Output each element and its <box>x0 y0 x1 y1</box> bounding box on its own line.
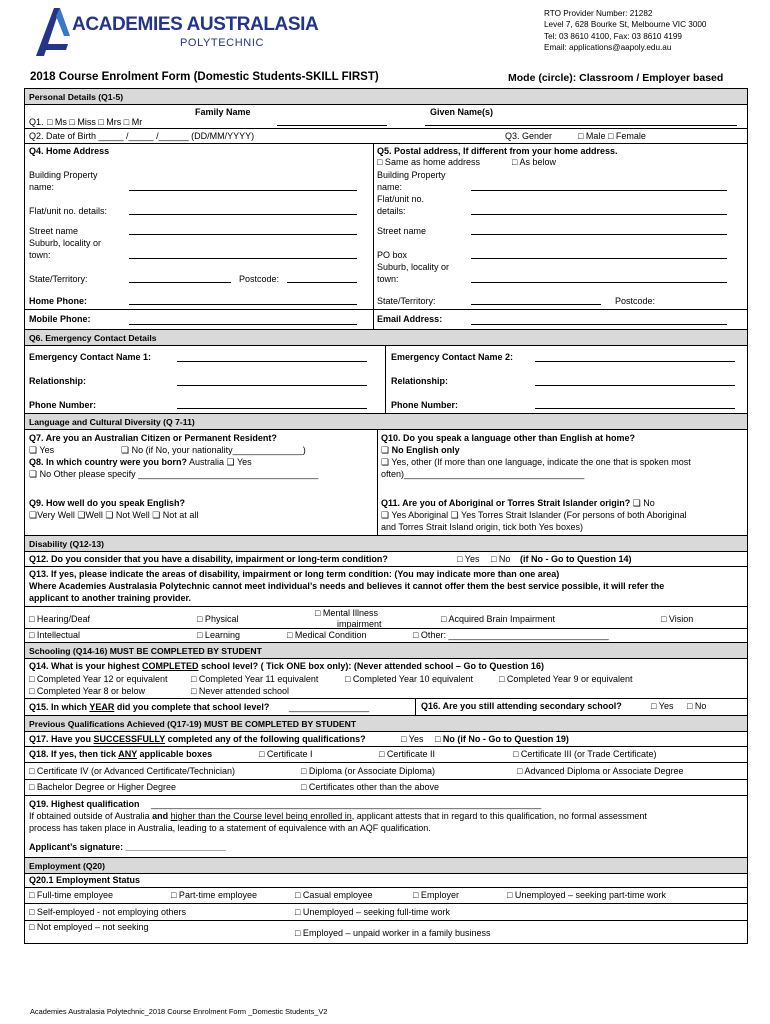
q15-label: Q15. In which YEAR did you complete that school level? <box>29 702 270 712</box>
english-only-checkbox[interactable]: ❏ No English only <box>381 445 460 455</box>
mental-illness-label-2: impairment <box>337 619 382 629</box>
year-8-checkbox[interactable]: □ Completed Year 8 or below <box>29 686 146 696</box>
bachelor-checkbox[interactable]: □ Bachelor Degree or Higher Degree <box>29 782 177 792</box>
intellectual-checkbox[interactable]: □ Intellectual <box>29 630 80 640</box>
other-language-checkbox[interactable]: ❏ Yes, other (If more than one language, indicate the one that is spoken most <box>381 457 691 467</box>
state-field[interactable] <box>129 282 231 283</box>
casual-checkbox[interactable]: □ Casual employee <box>295 890 373 900</box>
disability-yes-checkbox[interactable]: □ Yes <box>457 554 480 564</box>
cert-1-checkbox[interactable]: □ Certificate I <box>259 749 313 759</box>
never-attended-checkbox[interactable]: □ Never attended school <box>191 686 289 696</box>
qualifications-no-checkbox[interactable]: □ No (if No - Go to Question 19) <box>435 734 569 744</box>
other-certificates-checkbox[interactable]: □ Certificates other than the above <box>301 782 440 792</box>
rto-provider-number: RTO Provider Number: 21282 <box>544 9 653 18</box>
phone-2-label: Phone Number: <box>391 400 459 410</box>
q16-label: Q16. Are you still attending secondary school? <box>421 701 622 711</box>
q12-skip-note: (if No - Go to Question 14) <box>520 554 632 564</box>
q13-row <box>25 567 747 607</box>
q10-label: Q10. Do you speak a language other than English at home? <box>381 433 636 443</box>
q13-notice: Where Academies Australasia Polytechnic cannot meet individual’s needs and believes it cannot offer them the best service possible, it will refer the <box>29 581 665 591</box>
q19-row <box>25 796 747 858</box>
year-11-checkbox[interactable]: □ Completed Year 11 equivalent <box>191 674 319 684</box>
employment-options-row-1 <box>25 888 747 904</box>
family-name-label: Family Name <box>195 107 251 117</box>
cert-2-checkbox[interactable]: □ Certificate II <box>379 749 435 759</box>
q20-1-label: Q20.1 Employment Status <box>29 875 141 885</box>
q17-label: Q17. Have you SUCCESSFULLY completed any of the following qualifications? <box>29 734 366 744</box>
employment-options-row-2 <box>25 904 747 921</box>
q18-label: Q18. If yes, then tick ANY applicable boxes <box>29 749 213 759</box>
physical-checkbox[interactable]: □ Physical <box>197 614 239 624</box>
q19-label: Q19. Highest qualification <box>29 799 140 809</box>
q13-question: Q13. If yes, please indicate the areas of disability, impairment or long term condition: (You may indicate more than one area) <box>29 569 560 579</box>
disability-no-checkbox[interactable]: □ No <box>491 554 511 564</box>
disability-options-row-1 <box>25 607 747 629</box>
flat-unit-label: Flat/unit no. details: <box>29 206 108 216</box>
employment-options-row-3 <box>25 921 747 943</box>
not-employed-checkbox[interactable]: □ Not employed – not seeking <box>29 922 149 932</box>
citizen-no-checkbox[interactable]: ❏ No (if No, your nationality______________) <box>121 445 306 455</box>
relationship-1-label: Relationship: <box>29 376 87 386</box>
section-employment: Employment (Q20) <box>25 858 747 874</box>
mobile-phone-field[interactable] <box>129 324 357 325</box>
postal-flat-label-2: details: <box>377 206 406 216</box>
section-language-cultural: Language and Cultural Diversity (Q 7-11) <box>25 414 747 430</box>
home-address-label: Q4. Home Address <box>29 146 110 156</box>
q8-row <box>29 457 252 468</box>
emergency-block <box>25 346 747 414</box>
medical-condition-checkbox[interactable]: □ Medical Condition <box>287 630 367 640</box>
q1-label: Q1. <box>29 117 44 127</box>
q15-q16-row <box>25 699 747 716</box>
postal-state-label: State/Territory: <box>377 296 436 306</box>
building-name-label-2: name: <box>29 182 55 192</box>
q20-1-row <box>25 874 747 888</box>
home-phone-label: Home Phone: <box>29 296 88 306</box>
diploma-checkbox[interactable]: □ Diploma (or Associate Diploma) <box>301 766 435 776</box>
other-language-field[interactable]: often)____________________________________ <box>381 469 585 479</box>
given-names-label: Given Name(s) <box>430 107 494 117</box>
logo <box>30 6 319 58</box>
q2-row <box>25 129 747 144</box>
po-box-label: PO box <box>377 250 408 260</box>
disability-options-row-2 <box>25 629 747 643</box>
email-label: Email Address: <box>377 314 443 324</box>
q11-label: Q11. Are you of Aboriginal or Torres Strait Islander origin? <box>381 498 631 508</box>
q19-attestation-cont: process has taken place in Australia, leading to a statement of equivalence with an AQF qualification. <box>29 823 431 833</box>
email-field[interactable] <box>471 324 727 325</box>
title-options[interactable]: □ Ms □ Miss □ Mrs □ Mr <box>47 117 143 127</box>
footer: Academies Australasia Polytechnic_2018 Course Enrolment Form _Domestic Students_V2 <box>30 1007 328 1016</box>
po-box-field[interactable] <box>471 258 727 259</box>
q7-label: Q7. Are you an Australian Citizen or Permanent Resident? <box>29 433 277 443</box>
phone-1-field[interactable] <box>177 408 367 409</box>
mobile-phone-label: Mobile Phone: <box>29 314 91 324</box>
q12-label: Q12. Do you consider that you have a disability, impairment or long-term condition? <box>29 554 388 564</box>
as-below-checkbox[interactable]: □ As below <box>512 157 556 167</box>
rto-email: Email: applications@aapoly.edu.au <box>544 42 672 52</box>
emergency-divider <box>385 346 386 413</box>
postal-suburb-field[interactable] <box>471 282 727 283</box>
qualifications-yes-checkbox[interactable]: □ Yes <box>401 734 424 744</box>
qualification-options-row-3 <box>25 780 747 796</box>
postcode-label: Postcode: <box>239 274 280 284</box>
building-name-field[interactable] <box>129 190 357 191</box>
unemployed-full-time-checkbox[interactable]: □ Unemployed – seeking full-time work <box>295 907 450 917</box>
cert-3-checkbox[interactable]: □ Certificate III (or Trade Certificate) <box>513 749 657 759</box>
section-disability: Disability (Q12-13) <box>25 536 747 552</box>
q12-row <box>25 552 747 567</box>
address-divider <box>373 144 374 309</box>
street-name-label: Street name <box>29 226 79 236</box>
indigenous-note: and Torres Strait Island origin, tick both Yes boxes) <box>381 522 583 532</box>
indigenous-yes-checkboxes[interactable]: ❏ Yes Aboriginal ❏ Yes Torres Strait Islander (For persons of both Aboriginal <box>381 510 687 520</box>
enrolment-form <box>24 88 748 944</box>
postcode-field[interactable] <box>287 282 357 283</box>
q9-label: Q9. How well do you speak English? <box>29 498 186 508</box>
year-9-checkbox[interactable]: □ Completed Year 9 or equivalent <box>499 674 633 684</box>
date-of-birth-field[interactable]: Q2. Date of Birth _____ /_____ /______ (DD/MM/YYYY) <box>29 131 255 141</box>
rto-phone: Tel: 03 8610 4100, Fax: 03 8610 4199 <box>544 31 682 41</box>
rto-address: Level 7, 628 Bourke St, Melbourne VIC 3000 <box>544 20 707 30</box>
phone-1-label: Phone Number: <box>29 400 97 410</box>
emergency-name-1-field[interactable] <box>177 361 367 362</box>
mental-illness-checkbox[interactable]: □ Mental Illness <box>315 608 378 618</box>
mode-selector[interactable]: Mode (circle): Classroom / Employer based <box>508 72 724 84</box>
logo-text: ACADEMIES AUSTRALASIA <box>72 14 319 35</box>
relationship-2-field[interactable] <box>535 385 735 386</box>
emergency-name-2-label: Emergency Contact Name 2: <box>391 352 514 362</box>
qualification-options-row-2 <box>25 763 747 780</box>
state-label: State/Territory: <box>29 274 88 284</box>
suburb-label: Suburb, locality or <box>29 238 102 248</box>
language-divider <box>377 430 378 535</box>
section-previous-qualifications: Previous Qualifications Achieved (Q17-19) MUST BE COMPLETED BY STUDENT <box>25 716 747 732</box>
q8-label: Q8. In which country were you born? <box>29 457 188 467</box>
postal-flat-field[interactable] <box>471 214 727 215</box>
postal-street-label: Street name <box>377 226 427 236</box>
unpaid-family-worker-checkbox[interactable]: □ Employed – unpaid worker in a family business <box>295 928 491 938</box>
section-schooling: Schooling (Q14-16) MUST BE COMPLETED BY STUDENT <box>25 643 747 659</box>
postal-state-field[interactable] <box>471 304 601 305</box>
phone-2-field[interactable] <box>535 408 735 409</box>
school-year-field[interactable]: ________________ <box>289 702 370 712</box>
suburb-field[interactable] <box>129 258 357 259</box>
postal-postcode-label: Postcode: <box>615 296 656 306</box>
born-other-checkbox[interactable]: ❏ No Other please specify ____________________________________ <box>29 469 319 479</box>
language-block <box>25 430 747 536</box>
unemployed-part-time-checkbox[interactable]: □ Unemployed – seeking part-time work <box>507 890 667 900</box>
given-names-field[interactable] <box>425 125 737 126</box>
relationship-1-field[interactable] <box>177 385 367 386</box>
applicant-signature-field[interactable]: Applicant’s signature: ____________________ <box>29 842 226 852</box>
q14-label: Q14. What is your highest COMPLETED school level? ( Tick ONE box only): (Never attended school – Go to Question 16) <box>29 661 544 671</box>
phone-email-row <box>25 310 747 330</box>
attending-yes-checkbox[interactable]: □ Yes <box>651 701 674 711</box>
learning-checkbox[interactable]: □ Learning <box>197 630 240 640</box>
part-time-checkbox[interactable]: □ Part-time employee <box>171 890 257 900</box>
employer-checkbox[interactable]: □ Employer <box>413 890 459 900</box>
hearing-checkbox[interactable]: □ Hearing/Deaf <box>29 614 90 624</box>
q15-divider <box>415 699 416 715</box>
rto-details <box>544 8 707 53</box>
postal-suburb-label: Suburb, locality or <box>377 262 450 272</box>
postal-flat-label: Flat/unit no. <box>377 194 425 204</box>
address-block <box>25 144 747 310</box>
logo-mark-icon <box>30 6 74 58</box>
indigenous-no-checkbox[interactable]: ❏ No <box>630 498 655 508</box>
relationship-2-label: Relationship: <box>391 376 449 386</box>
suburb-label-2: town: <box>29 250 51 260</box>
flat-unit-field[interactable] <box>129 214 357 215</box>
postal-address-label: Q5. Postal address, If different from your home address. <box>377 146 618 156</box>
section-personal-details: Personal Details (Q1-5) <box>25 89 747 105</box>
form-title: 2018 Course Enrolment Form (Domestic Students-SKILL FIRST) <box>30 71 379 83</box>
q18-row <box>25 747 747 763</box>
brain-impairment-checkbox[interactable]: □ Acquired Brain Impairment <box>441 614 555 624</box>
postal-building-label: Building Property <box>377 170 446 180</box>
full-time-checkbox[interactable]: □ Full-time employee <box>29 890 113 900</box>
building-name-label: Building Property <box>29 170 98 180</box>
emergency-name-1-label: Emergency Contact Name 1: <box>29 352 152 362</box>
self-employed-checkbox[interactable]: □ Self-employed - not employing others <box>29 907 187 917</box>
advanced-diploma-checkbox[interactable]: □ Advanced Diploma or Associate Degree <box>517 766 684 776</box>
highest-qualification-field[interactable]: ______________________________________________________________________________ <box>151 799 542 809</box>
postal-building-label-2: name: <box>377 182 403 192</box>
postal-suburb-label-2: town: <box>377 274 399 284</box>
q19-attestation: If obtained outside of Australia and higher than the Course level being enrolled in, applicant attests that in regard to this qualification, no formal assessment <box>29 811 647 821</box>
attending-no-checkbox[interactable]: □ No <box>687 701 707 711</box>
family-name-field[interactable] <box>277 125 387 126</box>
q11-row <box>381 498 655 509</box>
same-as-home-checkbox[interactable]: □ Same as home address <box>377 157 480 167</box>
emergency-name-2-field[interactable] <box>535 361 735 362</box>
vision-checkbox[interactable]: □ Vision <box>661 614 694 624</box>
home-phone-field[interactable] <box>129 304 357 305</box>
year-12-checkbox[interactable]: □ Completed Year 12 or equivalent <box>29 674 168 684</box>
section-emergency-contact: Q6. Emergency Contact Details <box>25 330 747 346</box>
year-10-checkbox[interactable]: □ Completed Year 10 equivalent <box>345 674 474 684</box>
q14-row <box>25 659 747 699</box>
gender-options[interactable]: □ Male □ Female <box>578 131 646 141</box>
q13-notice-cont: applicant to another training provider. <box>29 593 192 603</box>
other-disability-checkbox[interactable]: □ Other: ________________________________ <box>413 630 609 640</box>
q3-label: Q3. Gender <box>505 131 553 141</box>
english-proficiency-options[interactable]: ❏Very Well ❏Well ❏ Not Well ❏ Not at all <box>29 510 199 520</box>
phone-email-divider <box>373 310 374 329</box>
postal-building-field[interactable] <box>471 190 727 191</box>
born-australia-checkbox[interactable]: Australia ❏ Yes <box>187 457 252 467</box>
street-name-field[interactable] <box>129 234 357 235</box>
cert-4-checkbox[interactable]: □ Certificate IV (or Advanced Certificate/Technician) <box>29 766 236 776</box>
q1-row <box>25 105 747 129</box>
citizen-yes-checkbox[interactable]: ❏ Yes <box>29 445 55 455</box>
postal-street-field[interactable] <box>471 234 727 235</box>
logo-subtext: POLYTECHNIC <box>180 37 265 49</box>
q17-row <box>25 732 747 747</box>
